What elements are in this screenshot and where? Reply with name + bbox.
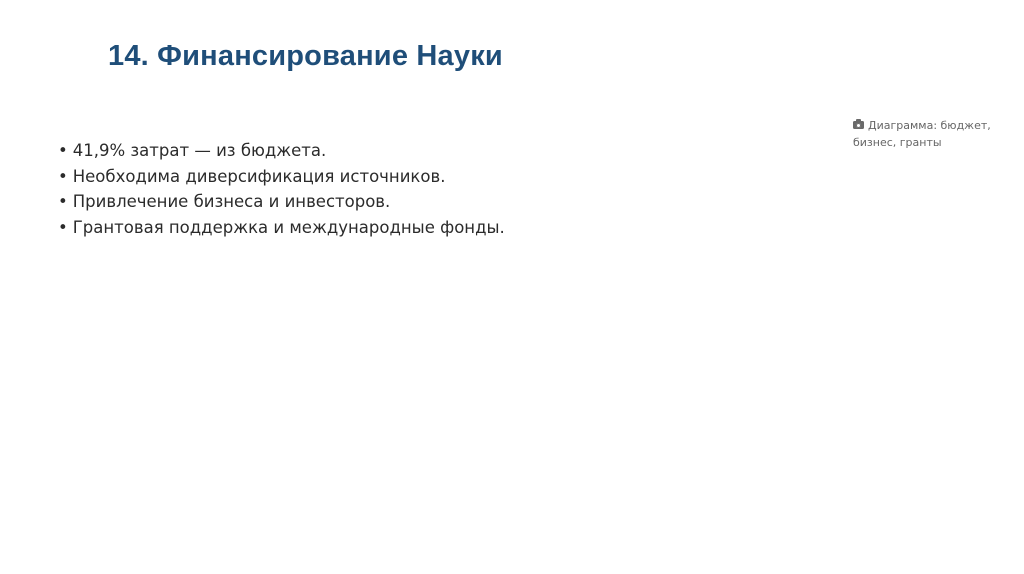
bullet-mark: • — [58, 192, 68, 211]
bullet-mark: • — [58, 166, 68, 186]
bullet-text: 41,9% затрат — из бюджета. — [72, 141, 327, 160]
slide-title: 14. Финансирование Науки — [108, 40, 503, 72]
camera-icon — [853, 121, 864, 129]
bullet-text: Привлечение бизнеса и инвесторов. — [72, 192, 391, 211]
bullet-mark: • — [58, 217, 68, 237]
list-item — [58, 189, 505, 215]
list-item — [58, 164, 505, 190]
list-item — [58, 138, 505, 164]
image-note-text: Диаграмма: бюджет, бизнес, гранты — [853, 119, 991, 149]
bullet-list — [58, 138, 505, 240]
image-placeholder-note — [853, 117, 1003, 151]
bullet-mark: • — [58, 141, 68, 160]
bullet-text: Необходима диверсификация источников. — [72, 166, 446, 186]
bullet-text: Грантовая поддержка и международные фонды. — [72, 217, 505, 237]
list-item — [58, 215, 505, 241]
